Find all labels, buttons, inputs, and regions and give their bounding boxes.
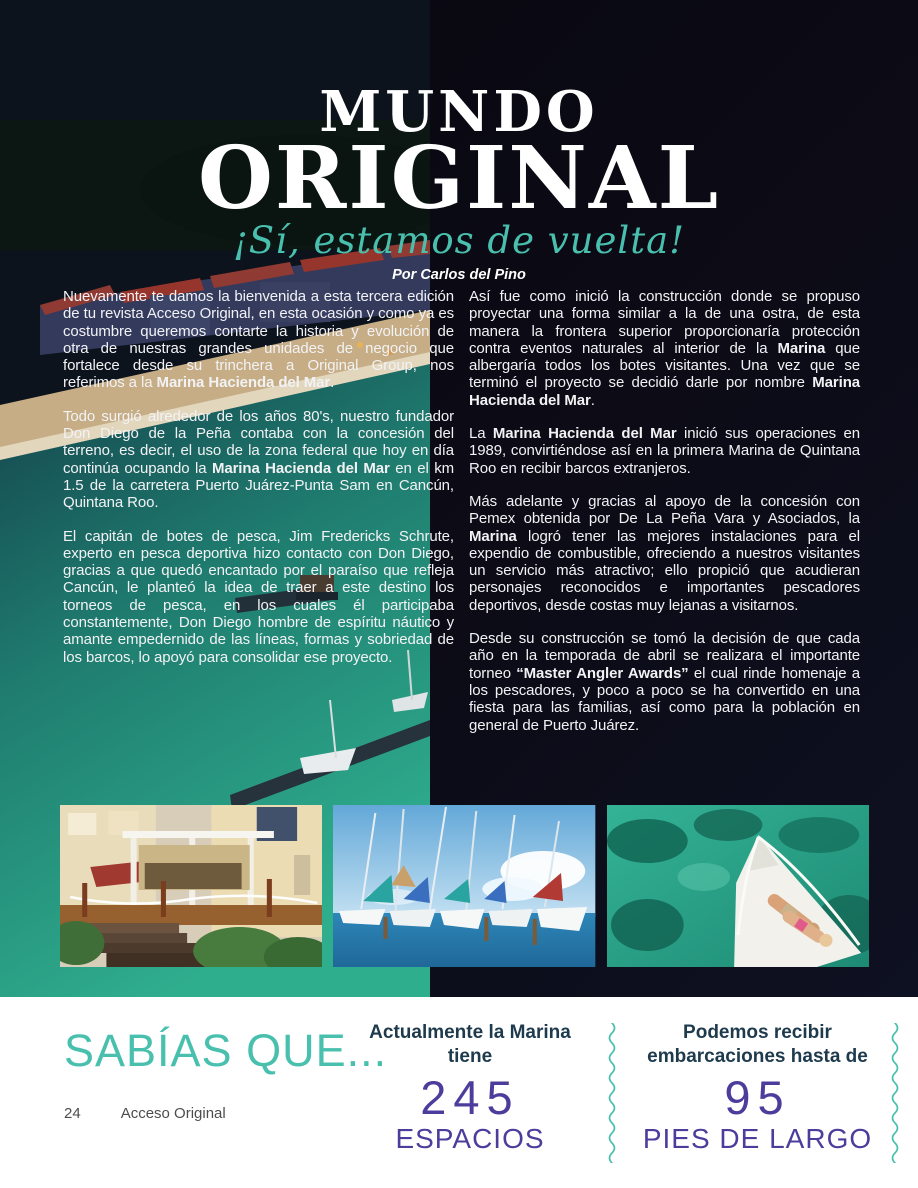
- article-column-left: [63, 288, 454, 750]
- sabias-que-heading: SABÍAS QUE...: [64, 1025, 388, 1076]
- page-footer: [64, 1105, 226, 1122]
- paragraph-tournament: Desde su construcción se tomó la decisión de que cada año en la temporada de abril se realizara el importante torneo “Master Angler Awards” el cual rinde homenaje a los pescadores, y poco a poco se ha convertido en una fiesta para las familias, así como para la población en general de Puerto Juárez.: [469, 630, 861, 734]
- article-body: [63, 288, 860, 750]
- stat-pies-unit: PIES DE LARGO: [642, 1123, 873, 1154]
- paragraph-construction: Así fue como inició la construcción donde se propuso proyectar una forma similar a la de una ostra, de esta manera la frontera superior proporcionaría protección contra eventos naturales al interior de la Marina que albergaría todos los botes visitantes. Una vez que se terminó el proyecto se decidió darle por nombre Marina Hacienda del Mar.: [469, 288, 860, 409]
- script-tagline: ¡Sí, estamos de vuelta!: [232, 219, 686, 262]
- page-title-mundo: MUNDO: [319, 79, 599, 145]
- page-title-original: ORIGINAL: [197, 128, 721, 229]
- marina-terrace-photo: [60, 805, 322, 967]
- wavy-divider: [888, 1023, 902, 1163]
- paragraph-pemex: Más adelante y gracias al apoyo de la concesión con Pemex obtenida por De La Peña Vara y Asociados, la Marina logró tener las mejores instalaciones para el expendio de combustible, ofreciendo a nuestros visitantes un servicio más atractivo; ello propició que acudieran personajes reconocidos e importantes pescadores deportivos, desde costas muy lejanas a visitarnos.: [469, 492, 860, 614]
- couple-on-boat-bow-photo: [607, 805, 869, 967]
- paragraph-origins: Todo surgió alrededor de los años 80's, nuestro fundador Don Diego de la Peña contaba con la concesión del terreno, es decir, el uso de la zona federal que hoy en día continúa ocupando la Marina Hacienda del Mar en el km 1.5 de la carretera Puerto Juárez-Punta Sam en Cancún, Quintana Roo.: [63, 407, 454, 512]
- stat-pies-de-largo: [620, 1021, 895, 1154]
- paragraph-captain: El capitán de botes de pesca, Jim Fredericks Schrute, experto en pesca deportiva hizo contacto con Don Diego, gracias a que quedó encantado por el paraíso que refleja Cancún, le planteó la idea de traer a este destino los torneos de pesca, en los cuales él participaba constantemente, Don Diego hombre de espíritu náutico y amante empedernido de las líneas, formas y sobriedad de los barcos, lo apoyó para consolidar ese proyecto.: [63, 527, 454, 666]
- stat-espacios: [360, 1021, 580, 1154]
- article-header: [0, 0, 918, 283]
- paragraph-operations: La Marina Hacienda del Mar inició sus operaciones en 1989, convirtiéndose así en la primera Marina de Quintana Roo en recibir barcos extranjeros.: [469, 425, 860, 477]
- stat-pies-intro: Podemos recibir embarcaciones hasta de: [647, 1022, 868, 1067]
- sailboats-dock-photo: [333, 805, 595, 967]
- paragraph-intro: Nuevamente te damos la bienvenida a esta tercera edición de tu revista Acceso Original, en esta ocasión y como ya es costumbre queremos contarte la historia y evolución de otra de nuestras grandes unidades de negocio que fortalece desde su trinchera a Original Group, nos referimos a la Marina Hacienda del Mar.: [63, 288, 454, 392]
- page-number: 24: [64, 1105, 81, 1122]
- stat-espacios-unit: ESPACIOS: [395, 1123, 545, 1154]
- stat-pies-number: 95: [724, 1071, 791, 1124]
- photo-strip: [60, 805, 869, 967]
- article-column-right: [469, 288, 860, 750]
- magazine-name: Acceso Original: [120, 1105, 226, 1122]
- stat-espacios-number: 245: [420, 1071, 520, 1124]
- wavy-divider: [605, 1023, 619, 1163]
- stat-espacios-intro: Actualmente la Marina tiene: [369, 1022, 571, 1067]
- author-byline: Por Carlos del Pino: [392, 267, 526, 283]
- sabias-que-band: [0, 997, 918, 1188]
